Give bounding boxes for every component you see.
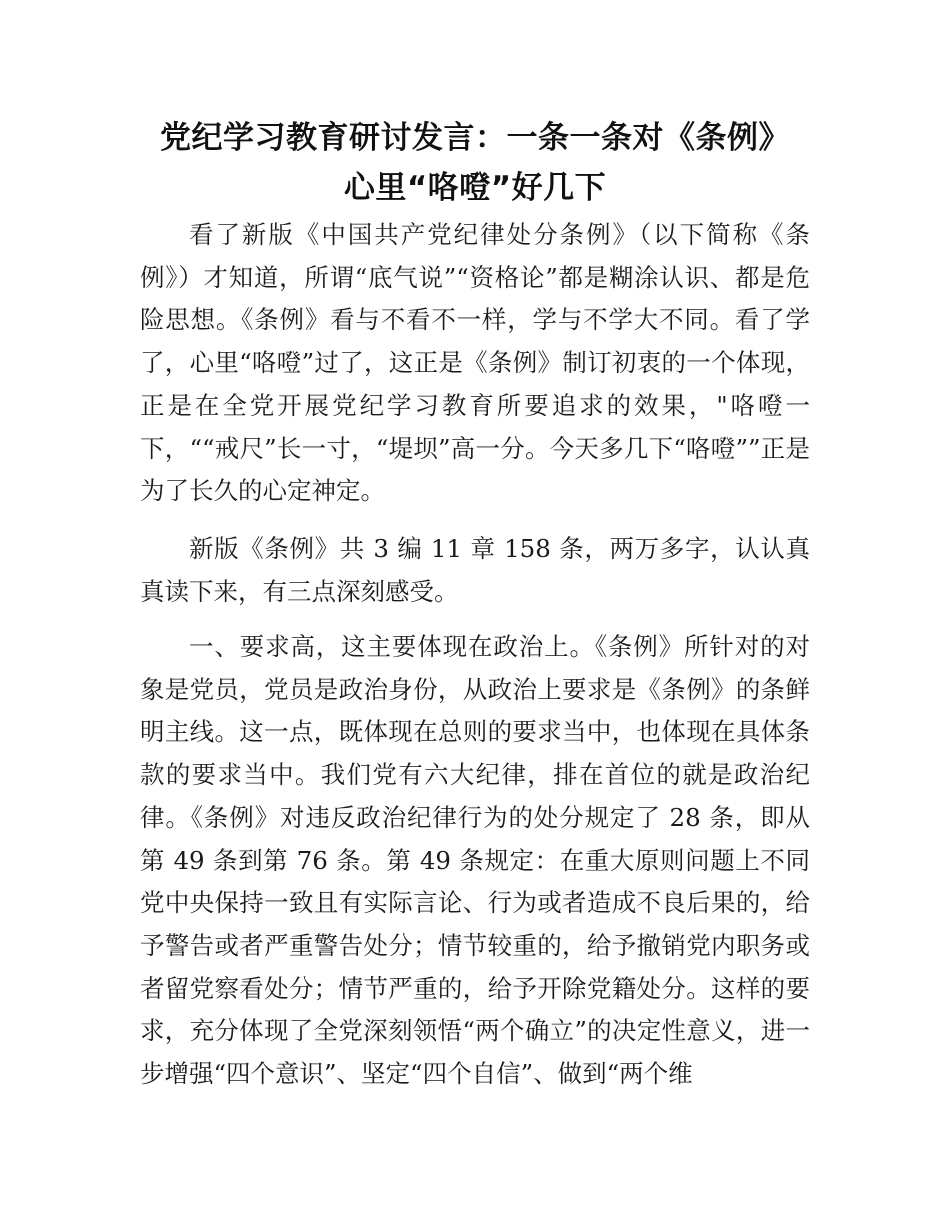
document-title-line-2: 心里“咯噔”好几下 [343,170,607,206]
paragraph-intro: 看了新版《中国共产党纪律处分条例》（以下简称《条例》）才知道，所谓“底气说”“资格论”都是糊涂认识、都是危险思想。《条例》看与不看不一样，学与不学大不同。看了学了，心里“咯噔”过了，这正是《条例》制订初衷的一个体现，正是在全党开展党纪学习教育所要追求的效果，"咯噔一下，““戒尺”长一寸，“堤坝”高一分。今天多几下“咯噔””正是为了长久的心定神定。 [140,220,810,506]
paragraph-overview: 新版《条例》共 3 编 11 章 158 条，两万多字，认认真真读下来，有三点深刻感受。 [140,534,810,606]
document-title-line-1: 党纪学习教育研讨发言：一条一条对《条例》 [160,120,790,156]
paragraph-point-one: 一、要求高，这主要体现在政治上。《条例》所针对的对象是党员，党员是政治身份，从政治上要求是《条例》的条鲜明主线。这一点，既体现在总则的要求当中，也体现在具体条款的要求当中。我们党有六大纪律，排在首位的就是政治纪律。《条例》对违反政治纪律行为的处分规定了 28 条，即从第 49 条到第 76 条。第 49 条规定：在重大原则问题上不同党中央保持一致且有实际言论、行为或者造成不良后果的，给予警告或者严重警告处分；情节较重的，给予撤销党内职务或者留党察看处分；情节严重的，给予开除党籍处分。这样的要求，充分体现了全党深刻领悟“两个确立”的决定性意义，进一步增强“四个意识”、坚定“四个自信”、做到“两个维 [140,632,810,1089]
